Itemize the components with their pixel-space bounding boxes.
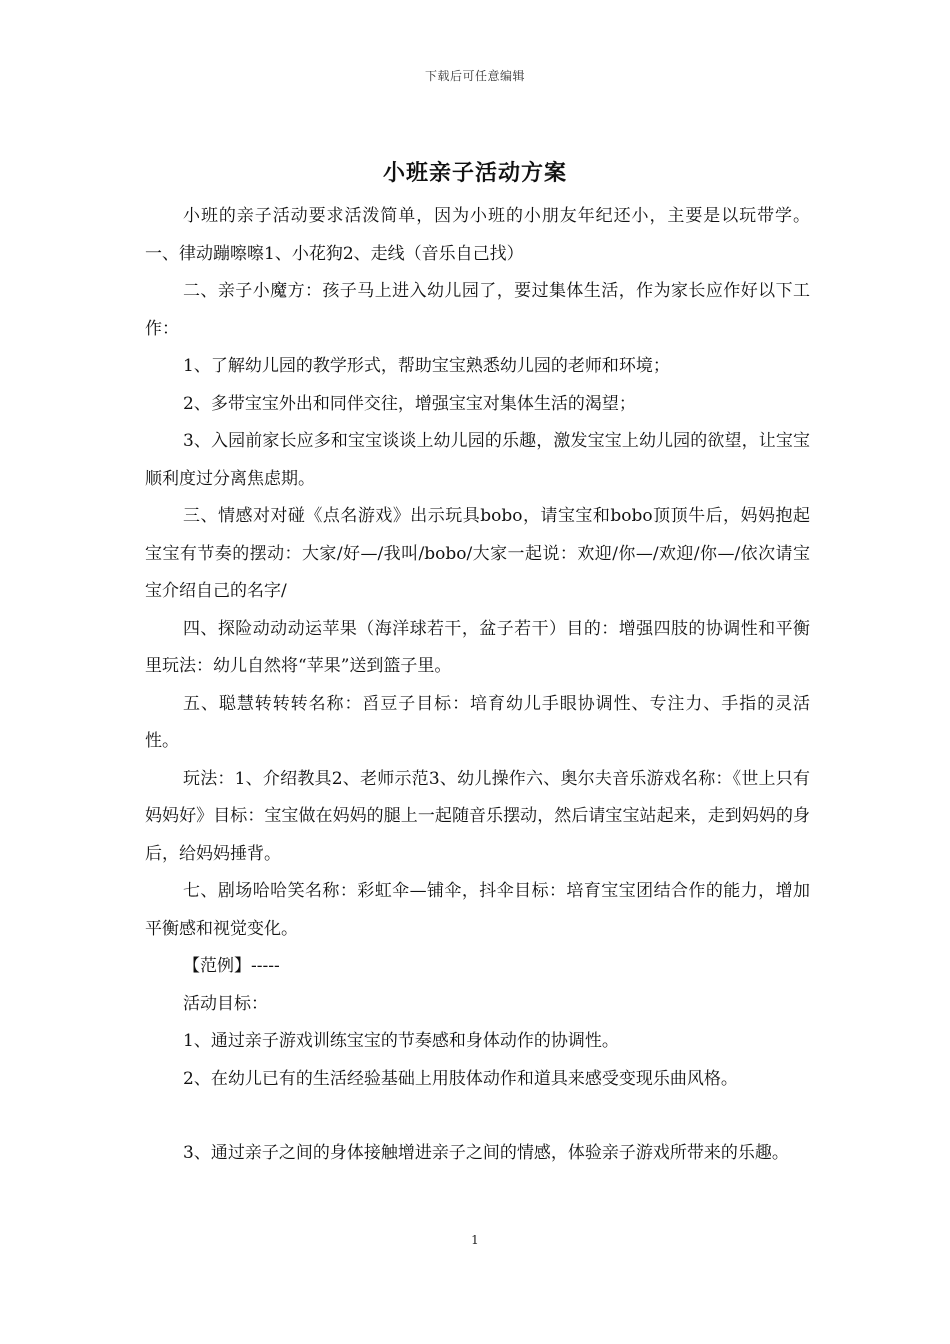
- activity-goals-heading: 活动目标：: [183, 993, 268, 1014]
- paragraph: 2、在幼儿已有的生活经验基础上用肢体动作和道具来感受变现乐曲风格。: [183, 1068, 738, 1089]
- paragraph: 七、剧场哈哈笑名称：彩虹伞—铺伞，抖伞目标：培育宝宝团结合作的能力，增加平衡感和视觉变化。: [145, 881, 810, 939]
- paragraph: 3、入园前家长应多和宝宝谈谈上幼儿园的乐趣，激发宝宝上幼儿园的欲望，让宝宝顺利度过分离焦虑期。: [145, 431, 810, 489]
- document-title: 小班亲子活动方案: [382, 160, 567, 186]
- paragraph: 三、情感对对碰《点名游戏》出示玩具bobo，请宝宝和bobo顶顶牛后，妈妈抱起宝宝有节奏的摆动：大家/好—/我叫/bobo/大家一起说：欢迎/你—/欢迎/你—/依次请宝宝介绍自己的名字/: [145, 506, 810, 601]
- paragraph: 3、通过亲子之间的身体接触增进亲子之间的情感，体验亲子游戏所带来的乐趣。: [183, 1143, 789, 1163]
- document-body: [145, 198, 810, 1173]
- paragraph: 二、亲子小魔方：孩子马上进入幼儿园了，要过集体生活，作为家长应作好以下工作：: [145, 281, 810, 339]
- page-number: 1: [471, 1233, 479, 1247]
- paragraph: 五、聪慧转转转名称：舀豆子目标：培育幼儿手眼协调性、专注力、手指的灵活性。: [145, 693, 810, 751]
- example-heading: 【范例】-----: [183, 956, 280, 976]
- paragraph: 1、了解幼儿园的教学形式，帮助宝宝熟悉幼儿园的老师和环境；: [183, 356, 670, 376]
- header-note: 下载后可任意编辑: [424, 69, 525, 83]
- blank-line: [145, 1098, 810, 1135]
- paragraph: 四、探险动动动运苹果（海洋球若干，盆子若干）目的：增强四肢的协调性和平衡里玩法：幼儿自然将“苹果”送到篮子里。: [145, 618, 810, 676]
- paragraph: 2、多带宝宝外出和同伴交往，增强宝宝对集体生活的渴望；: [183, 393, 636, 414]
- paragraph: 小班的亲子活动要求活泼简单，因为小班的小朋友年纪还小，主要是以玩带学。一、律动蹦嚓嚓1、小花狗2、走线（音乐自己找）: [145, 206, 810, 264]
- paragraph: 1、通过亲子游戏训练宝宝的节奏感和身体动作的协调性。: [183, 1031, 619, 1051]
- paragraph: 玩法：1、介绍教具2、老师示范3、幼儿操作六、奥尔夫音乐游戏名称：《世上只有妈妈好》目标：宝宝做在妈妈的腿上一起随音乐摆动，然后请宝宝站起来，走到妈妈的身后，给妈妈捶背。: [145, 768, 810, 864]
